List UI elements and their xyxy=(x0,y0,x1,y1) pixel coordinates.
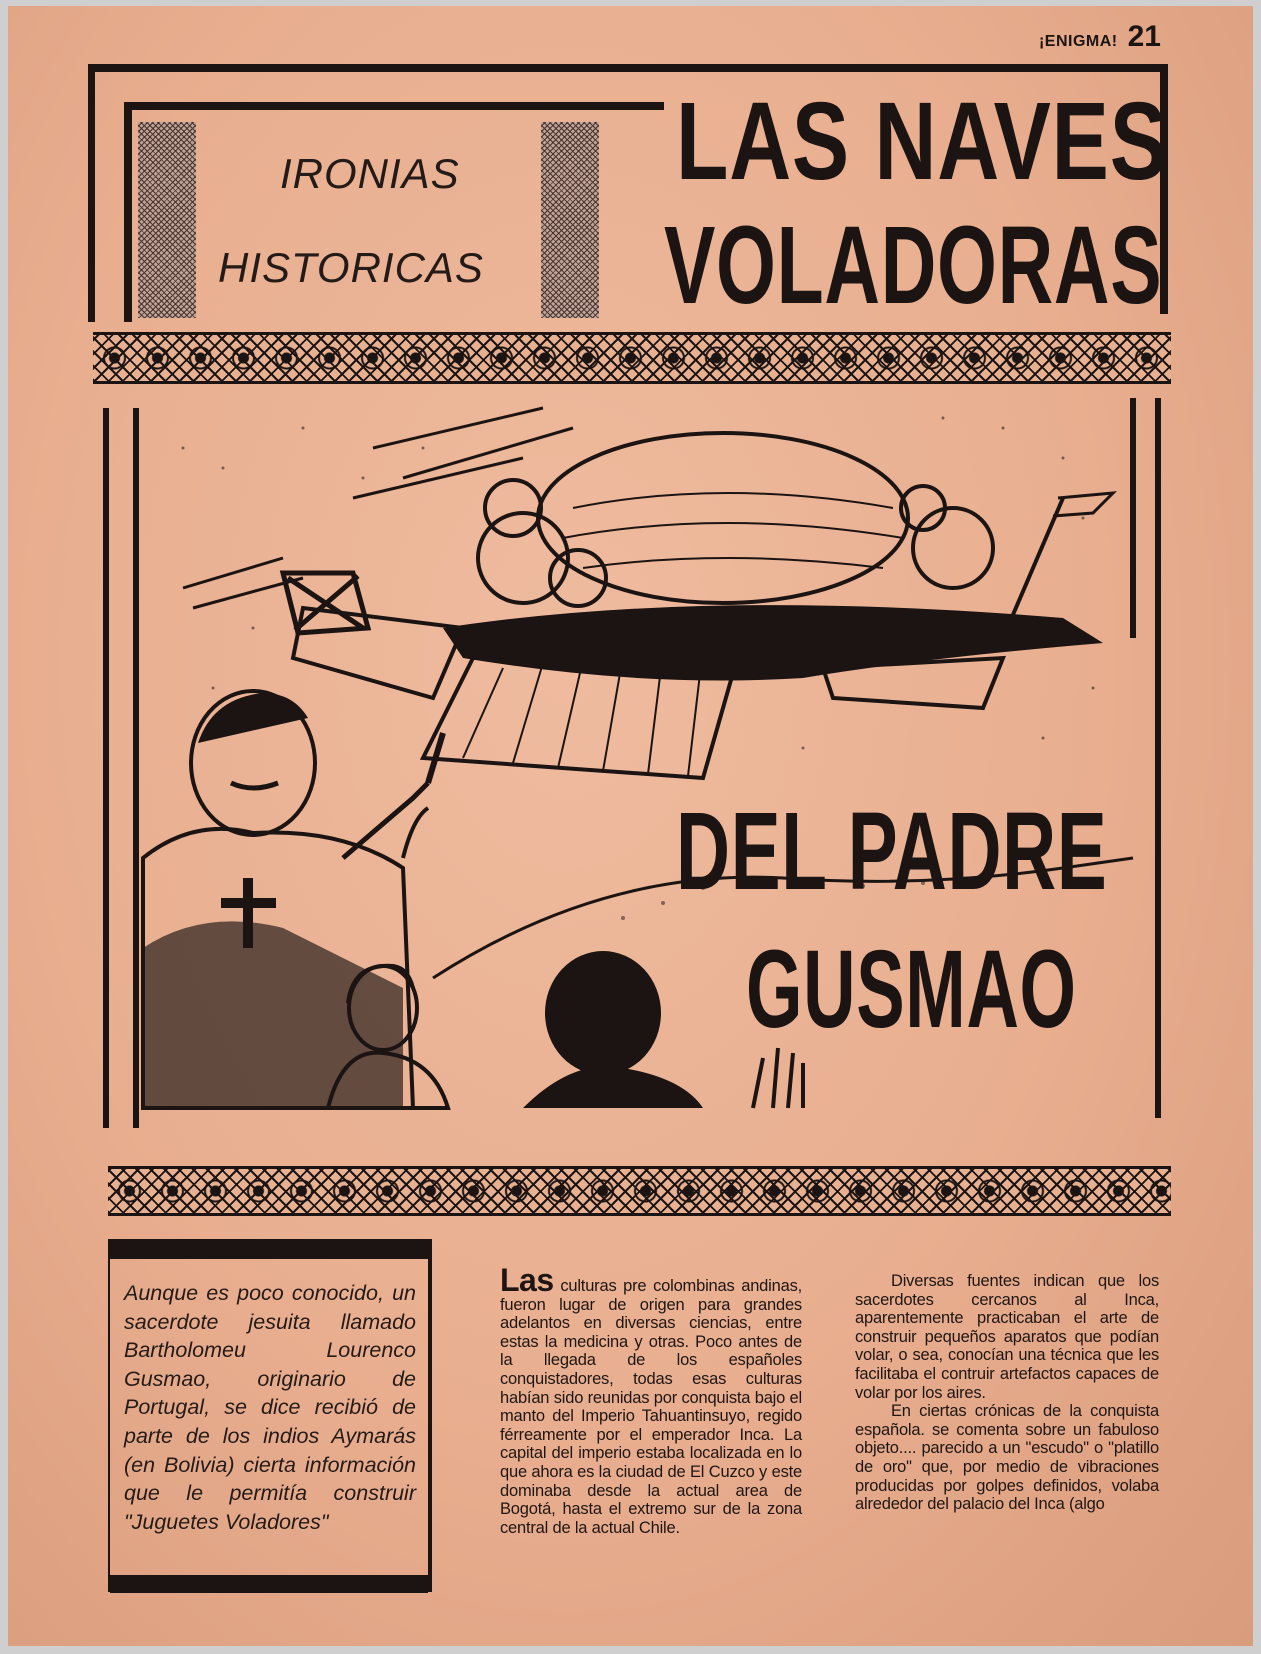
dropcap: Las xyxy=(500,1262,554,1298)
hatch-panel-right xyxy=(541,122,599,318)
frame-top-bar xyxy=(88,64,1168,72)
magazine-page xyxy=(8,6,1253,1646)
ornamental-border-top xyxy=(93,332,1171,384)
ornamental-border-bottom xyxy=(108,1166,1171,1216)
title-line2: VOLADORAS xyxy=(664,204,1163,327)
frame-left-bar xyxy=(88,64,95,322)
article-column-2 xyxy=(855,1272,1159,1514)
page-number: 21 xyxy=(1127,20,1161,53)
title-line3: DEL PADRE xyxy=(676,790,1108,913)
title-line1: LAS NAVES xyxy=(676,80,1168,203)
section-kicker-line2: HISTORICAS xyxy=(218,244,484,291)
intro-box-top-bar xyxy=(110,1239,428,1259)
magazine-name: ¡ENIGMA! xyxy=(1038,33,1118,50)
column2-paragraph-1: Diversas fuentes indican que los sacerdotes cercanos al Inca, aparentemente practicaban el arte de construir pequeños aparatos que podían volar, o sea, conocían una técnica que les facilitaba el contruir artefactos capaces de volar por los aires. xyxy=(855,1272,1159,1402)
intro-text: Aunque es poco conocido, un sacerdote jesuita llamado Bartholomeu Lourenco Gusmao, originario de Portugal, se dice recibió de parte de los indios Aymarás (en Bolivia) cierta información que le permitía construir "Juguetes Voladores" xyxy=(124,1281,416,1534)
page-header xyxy=(1039,20,1161,54)
intro-box xyxy=(108,1239,432,1592)
title-line4: GUSMAO xyxy=(746,928,1077,1051)
hatch-panel-left xyxy=(138,122,196,318)
column1-text: culturas pre colombinas andinas, fueron lugar de origen para grandes adelantos en diversas ciencias, entre estas la medicina y otras. Poco antes de la llegada de los españoles conquistadores, todas esas culturas habían sido reunidas por conquista bajo el manto del Imperio Tahuantinsuyo, regido férreamente por el emperador Inca. La capital del imperio estaba localizada en lo que ahora es la ciudad de El Cuzco y este dominaba desde la actual area de Bogotá, hasta el extremo sur de la zona central de la actual Chile. xyxy=(500,1277,802,1537)
article-column-1 xyxy=(500,1262,802,1537)
inner-frame-left-bar xyxy=(124,102,132,322)
inner-frame-top-bar xyxy=(124,102,664,110)
intro-box-bottom-bar xyxy=(110,1575,428,1593)
column2-paragraph-2: En ciertas crónicas de la conquista española. se comenta sobre un fabuloso objeto.... parecido a un "escudo" o "platillo de oro" que, por medio de vibraciones producidas por golpes definidos, volaba alrededor del palacio del Inca (algo xyxy=(855,1402,1159,1514)
section-kicker-line1: IRONIAS xyxy=(280,150,460,197)
